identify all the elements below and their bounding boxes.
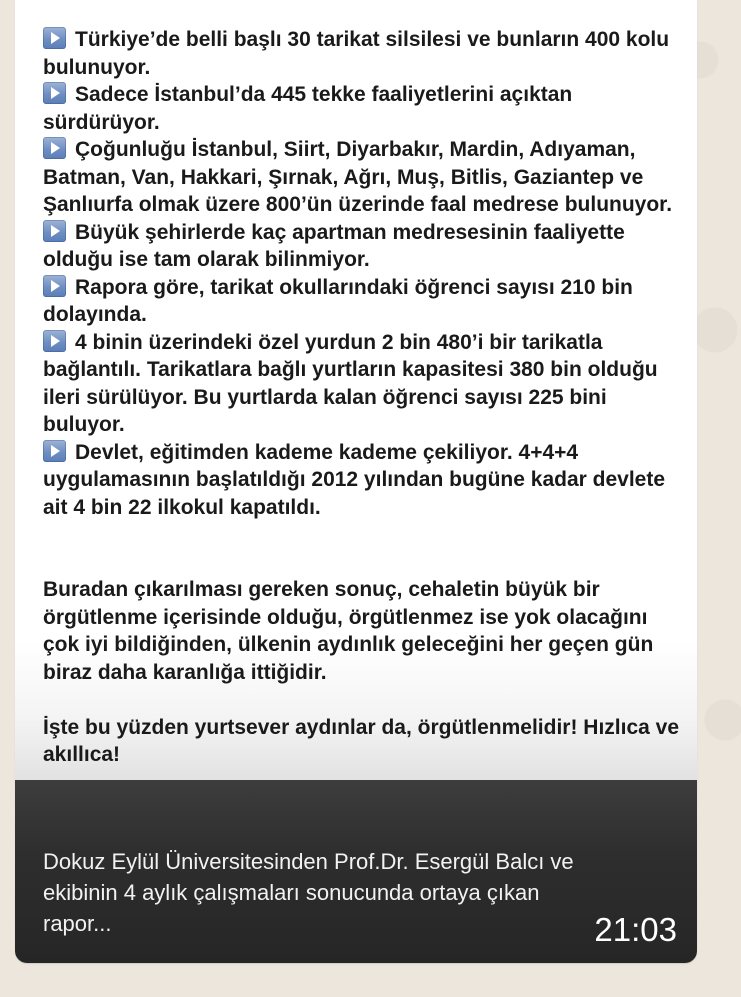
play-button-icon	[43, 137, 66, 159]
list-item-text: 4 binin üzerindeki özel yurdun 2 bin 480’i bir tarikatla bağlantılı. Tarikatlara bağlı yurtların kapasitesi 380 bin olduğu ileri sürülüyor. Bu yurtlarda kalan öğrenci sayısı 225 bini buluyor.	[43, 330, 658, 436]
list-item	[43, 26, 683, 81]
play-button-icon	[43, 27, 66, 49]
list-item-text: Büyük şehirlerde kaç apartman medresesinin faaliyette olduğu ise tam olarak bilinmiyor.	[43, 220, 625, 271]
list-item	[43, 439, 683, 522]
list-item	[43, 136, 683, 219]
play-button-icon	[43, 220, 66, 242]
call-to-action-paragraph: İşte bu yüzden yurtsever aydınlar da, örgütlenmelidir! Hızlıca ve akıllıca!	[43, 715, 680, 766]
conclusion-paragraph: Buradan çıkarılması gereken sonuç, cehaletin büyük bir örgütlenme içerisinde olduğu, örgütlenmez ise yok olacağını çok iyi bildiğinden, ülkenin aydınlık geleceğini her geçen gün biraz daha karanlığa ittiğidir.	[43, 578, 654, 684]
list-item-text: Sadece İstanbul’da 445 tekke faaliyetlerini açıktan sürdürüyor.	[43, 83, 573, 134]
play-button-icon	[43, 275, 66, 297]
paragraph-spacer	[43, 549, 683, 577]
image-message-bubble[interactable]	[15, 0, 697, 963]
list-item-text: Rapora göre, tarikat okullarındaki öğrenci sayısı 210 bin dolayında.	[43, 275, 633, 326]
message-caption: Dokuz Eylül Üniversitesinden Prof.Dr. Esergül Balcı ve ekibinin 4 aylık çalışmaları sonucunda ortaya çıkan rapor...	[43, 849, 574, 936]
list-item-text: Türkiye’de belli başlı 30 tarikat silsilesi ve bunların 400 kolu bulunuyor.	[43, 28, 670, 79]
message-timestamp: 21:03	[594, 911, 677, 948]
play-button-icon	[43, 330, 66, 352]
image-text-content	[43, 26, 683, 769]
list-item	[43, 329, 683, 439]
paragraph-spacer	[43, 521, 683, 549]
message-caption-area[interactable]	[15, 780, 697, 963]
list-item-text: Devlet, eğitimden kademe kademe çekiliyor. 4+4+4 uygulamasının başlatıldığı 2012 yılından bugüne kadar devlete ait 4 bin 22 ilkokul kapatıldı.	[43, 440, 666, 519]
play-button-icon	[43, 82, 66, 104]
list-item-text: Çoğunluğu İstanbul, Siirt, Diyarbakır, Mardin, Adıyaman, Batman, Van, Hakkari, Şırnak, Ağrı, Muş, Bitlis, Gaziantep ve Şanlıurfa olmak üzere 800’ün üzerinde faal medrese bulunuyor.	[43, 138, 673, 216]
play-button-icon	[43, 440, 66, 462]
paragraph-spacer	[43, 686, 683, 714]
list-item	[43, 219, 683, 274]
message-image[interactable]	[15, 0, 697, 780]
list-item	[43, 81, 683, 136]
list-item	[43, 274, 683, 329]
